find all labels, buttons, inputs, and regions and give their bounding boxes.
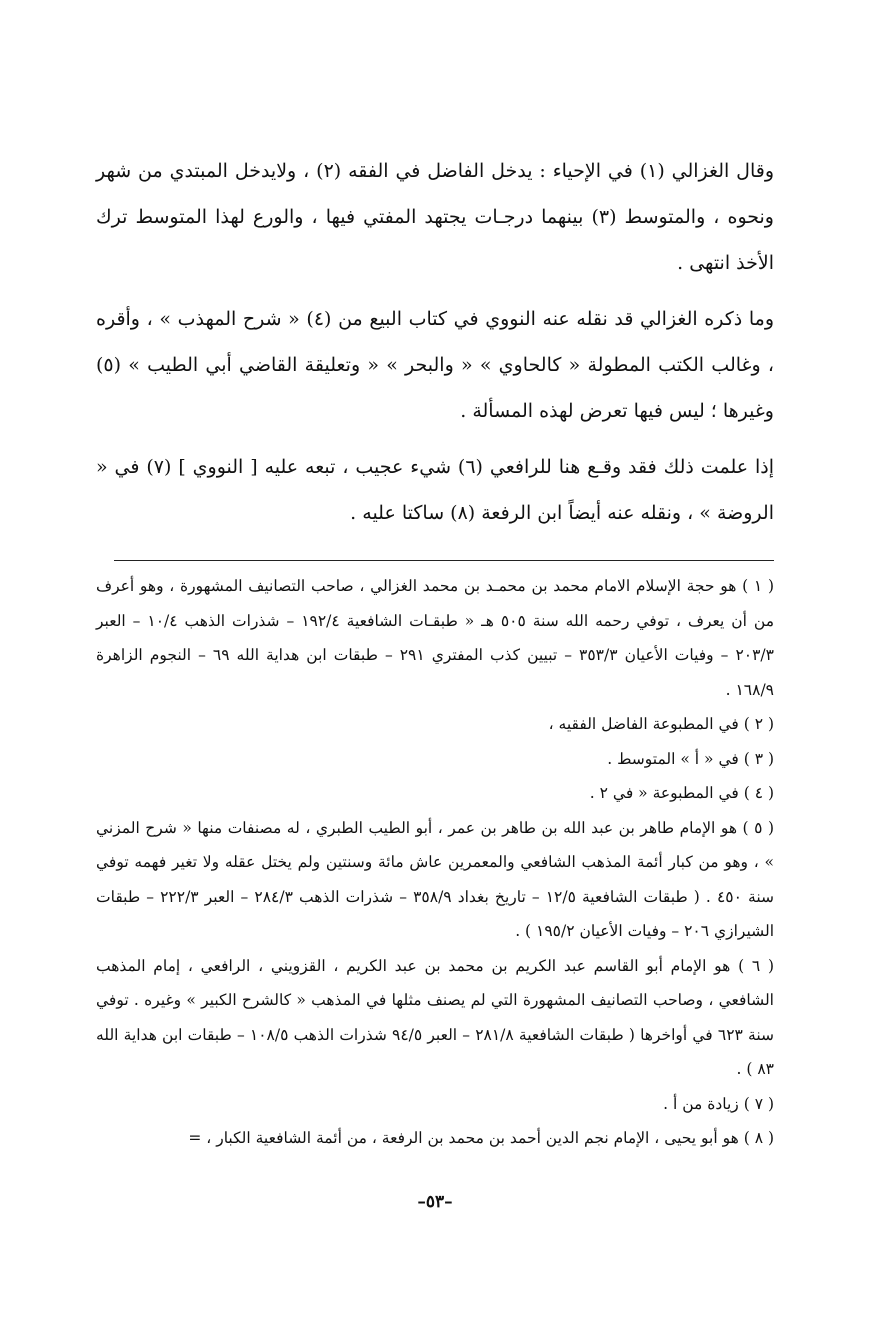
footnote-8: ( ٨ ) هو أبو يحيى ، الإمام نجم الدين أحمد بن محمد بن الرفعة ، من أئمة الشافعية الكبار ، = — [188, 1129, 774, 1147]
paragraph-2: وما ذكره الغزالي قد نقله عنه النووي في كتاب البيع من (٤) « شرح المهذب » ، وأقره ، وغالب الكتب المطولة « كالحاوي » « والبحر » « وتعليقة القاضي أبي الطيب » (٥) وغيرها ؛ ليس فيها تعرض لهذه المسألة . — [96, 308, 774, 422]
footnote-divider — [114, 560, 774, 561]
footnote-2: ( ٢ ) في المطبوعة الفاضل الفقيه ، — [548, 715, 774, 733]
paragraph-3: إذا علمت ذلك فقد وقـع هنا للرافعي (٦) شيء عجيب ، تبعه عليه [ النووي ] (٧) في « الروضة » ، ونقله عنه أيضاً ابن الرفعة (٨) ساكتا عليه . — [96, 456, 775, 524]
footnote-1: ( ١ ) هو حجة الإسلام الامام محمد بن محمـد بن محمد الغزالي ، صاحب التصانيف المشهورة ، وهو أعرف من أن يعرف ، توفي رحمه الله سنة ٥٠٥ هـ « طبقـات الشافعية ١٩٢/٤ – شذرات الذهب ١٠/٤ – العبر ٢٠٣/٣ – وفيات الأعيان ٣٥٣/٣ – تبيين كذب المفتري ٢٩١ – طبقات ابن هداية الله ٦٩ – النجوم الزاهرة ١٦٨/٩ . — [96, 577, 775, 699]
footnote-3: ( ٣ ) في « أ » المتوسط . — [607, 749, 774, 768]
footnote-5: ( ٥ ) هو الإمام طاهر بن عبد الله بن طاهر بن عمر ، أبو الطيب الطبري ، له مصنفات منها « شرح المزني » ، وهو من كبار أئمة المذهب الشافعي والمعمرين عاش مائة وسنتين ولم يختل عقله ولا تغير فهمه توفي سنة ٤٥٠ . ( طبقات الشافعية ١٢/٥ – تاريخ بغداد ٣٥٨/٩ – شذرات الذهب ٢٨٤/٣ – العبر ٢٢٢/٣ – طبقات الشيرازي ٢٠٦ – وفيات الأعيان ١٩٥/٢ ) . — [96, 818, 774, 940]
paragraph-1: وقال الغزالي (١) في الإحياء : يدخل الفاضل في الفقه (٢) ، ولايدخل المبتدي من شهر ونحوه ، والمتوسط (٣) بينهما درجـات يجتهد المفتي فيها ، والورع لهذا المتوسط ترك الأخذ انتهى . — [96, 160, 775, 274]
footnote-7: ( ٧ ) زيادة من أ . — [663, 1094, 774, 1113]
footnote-6: ( ٦ ) هو الإمام أبو القاسم عبد الكريم بن محمد بن عبد الكريم ، القزويني ، الرافعي ، إمام المذهب الشافعي ، وصاحب التصانيف المشهورة التي لم يصنف مثلها في المذهب « كالشرح الكبير » وغيره . توفي سنة ٦٢٣ في أواخرها ( طبقات الشافعية ٢٨١/٨ – العبر ٩٤/٥ شذرات الذهب ١٠٨/٥ – طبقات ابن هداية الله ٨٣ ) . — [96, 956, 775, 1078]
footnote-4: ( ٤ ) في المطبوعة « في ۲ . — [589, 784, 774, 802]
page-number: –٥٣– — [417, 1192, 453, 1212]
footnotes — [96, 569, 774, 1156]
main-text — [96, 148, 774, 536]
